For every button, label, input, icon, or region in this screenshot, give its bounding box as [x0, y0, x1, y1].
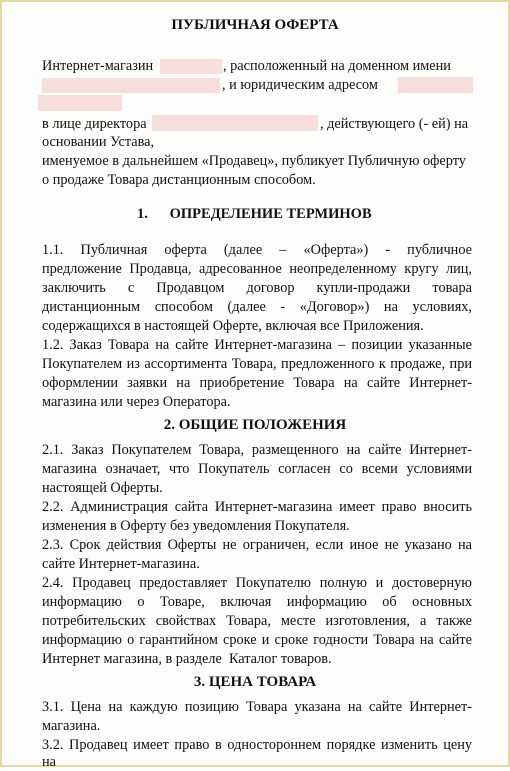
redacted-block: [160, 59, 222, 74]
s2-line: потребительских свойствах Товара, месте изготовления, а также: [42, 613, 472, 629]
section-heading-1: 1. ОПРЕДЕЛЕНИЕ ТЕРМИНОВ: [137, 206, 372, 222]
s2-line: сайте Интернет-магазина.: [42, 556, 200, 572]
intro-line-7: о продаже Товара дистанционным способом.: [42, 172, 316, 188]
intro-line-1a: Интернет-магазин: [42, 58, 154, 74]
s3-line: магазина.: [42, 718, 101, 734]
s2-line: Интернет магазина, в разделе Каталог товаров.: [42, 651, 332, 667]
s2-line: информацию о гарантийном сроке и сроке годности Товара на сайте: [42, 632, 472, 648]
s3-line: 3.2. Продавец имеет право в одностороннем порядке изменить цену на: [42, 737, 472, 770]
s1-line: 1.2. Заказ Товара на сайте Интернет-магазина – позиции указанные: [42, 337, 472, 353]
s2-line: 2.4. Продавец предоставляет Покупателю полную и достоверную: [42, 575, 472, 591]
redacted-block: [38, 95, 122, 111]
redacted-block: [152, 115, 318, 131]
section-heading-3: 3. ЦЕНА ТОВАРА: [193, 674, 317, 690]
s1-line: оформлении заявки на приобретение Товара на сайте Интернет-: [42, 375, 472, 391]
s1-line: Покупателем из ассортимента Товара, предложенного к продаже, при: [42, 356, 472, 372]
s2-line: 2.2. Администрация сайта Интернет-магазина имеет право вносить: [42, 499, 472, 515]
intro-line-4b: , действующего (- ей) на: [320, 116, 469, 132]
s2-line: информацию о Товаре, включая информацию об основных: [42, 594, 472, 610]
redacted-block: [398, 77, 473, 93]
s1-line: заключить с Продавцом договор купли-продажи товара: [42, 280, 472, 296]
s1-line: содержащихся в настоящей Оферте, включая все Приложения.: [42, 318, 424, 334]
section-heading-2: 2. ОБЩИЕ ПОЛОЖЕНИЯ: [163, 417, 347, 433]
s2-line: 2.3. Срок действия Оферты не ограничен, если иное не указано на: [42, 537, 472, 553]
s2-line: 2.1. Заказ Покупателем Товара, размещенного на сайте Интернет-: [42, 442, 472, 458]
s1-line: предложение Продавца, адресованное неопределенному кругу лиц,: [42, 261, 472, 277]
document-title: ПУБЛИЧНАЯ ОФЕРТА: [171, 17, 339, 33]
s1-line: магазина или через Оператора.: [42, 394, 231, 410]
s2-line: магазина означает, что Покупатель согласен со всеми условиями: [42, 461, 472, 477]
s1-line: дистанционным способом (далее - «Договор») на условиях,: [42, 299, 472, 315]
s2-line: изменения в Оферту без уведомления Покупателя.: [42, 518, 350, 534]
intro-line-1b: , расположенный на доменном имени: [223, 58, 451, 74]
s3-line: 3.1. Цена на каждую позицию Товара указана на сайте Интернет-: [42, 699, 472, 715]
s2-line: настоящей Оферты.: [42, 480, 163, 496]
intro-line-5: основании Устава,: [42, 134, 155, 150]
intro-line-2: , и юридическим адресом: [222, 77, 378, 93]
s1-line: 1.1. Публичная оферта (далее – «Оферта») - публичное: [42, 242, 472, 258]
intro-line-6: именуемое в дальнейшем «Продавец», публикует Публичную оферту: [42, 153, 466, 169]
redacted-block: [42, 78, 220, 93]
intro-line-4a: в лице директора: [42, 116, 147, 132]
